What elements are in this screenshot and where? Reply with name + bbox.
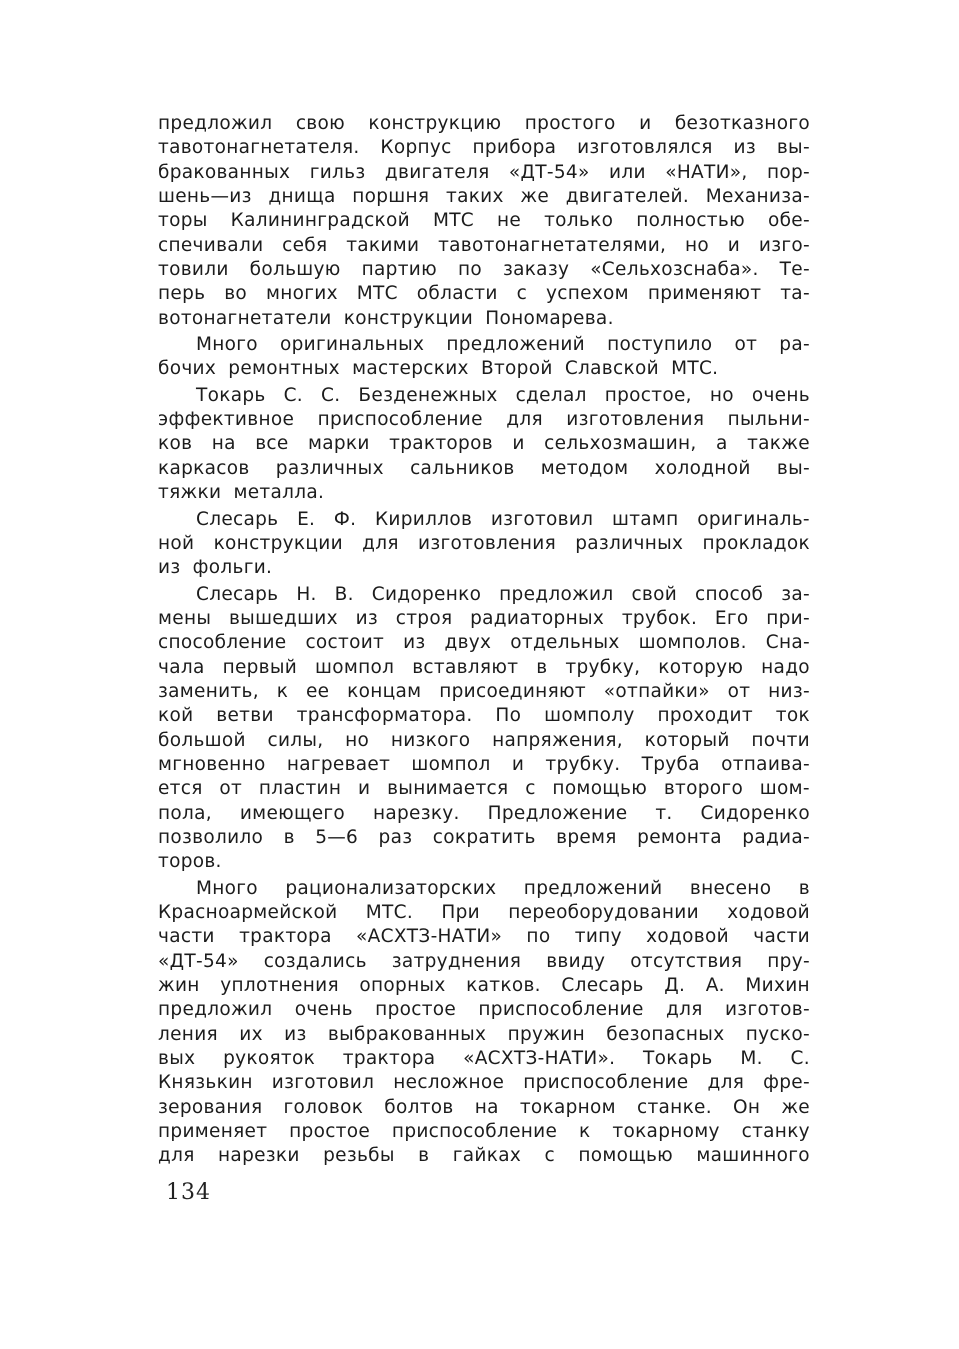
text-line: шень—из днища поршня таких же двигателей. Механиза- [158,186,810,208]
text-line: вых рукояток трактора «АСХТЗ-НАТИ». Токарь М. С. [158,1048,810,1070]
text-line: бракованных гильз двигателя «ДТ-54» или «НАТИ», пор- [158,161,810,183]
text-line: Слесарь Е. Ф. Кириллов изготовил штамп оригиналь- [196,508,810,530]
text-line: способление состоит из двух отдельных шомполов. Сна- [158,632,810,654]
text-line: эффективное приспособление для изготовления пыльни- [158,409,810,431]
text-line: позволило в 5—6 раз сократить время ремонта радиа- [158,826,810,848]
text-line: жин уплотнения опорных катков. Слесарь Д. А. Михин [158,975,810,997]
page-number: 134 [166,1180,211,1205]
text-line: торов. [158,851,222,873]
text-line: «ДТ-54» создались затруднения ввиду отсутствия пру- [158,950,810,972]
text-line: ется от пластин и вынимается с помощью второго шом- [158,778,810,800]
text-line: применяет простое приспособление к токарному станку [158,1121,810,1143]
text-line: Князькин изготовил несложное приспособление для фре- [158,1072,810,1094]
text-line: торы Калининградской МТС не только полностью обе- [158,210,810,232]
body-text [158,112,810,1169]
text-line: спечивали себя такими тавотонагнетателями, но и изго- [158,234,810,256]
text-line: кой ветви трансформатора. По шомполу проходит ток [158,705,810,727]
text-line: мгновенно нагревает шомпол и трубку. Труба отпаива- [158,753,810,775]
text-line: предложил свою конструкцию простого и безотказного [158,113,810,134]
text-line: чала первый шомпол вставляют в трубку, которую надо [158,656,810,678]
text-line: вотонагнетатели конструкции Пономарева. [158,307,614,329]
text-line: для нарезки резьбы в гайках с помощью машинного [158,1145,810,1167]
text-line: каркасов различных сальников методом холодной вы- [158,457,810,479]
text-line: зерования головок болтов на токарном станке. Он же [158,1096,810,1118]
text-line: Красноармейской МТС. При переоборудовании ходовой [158,902,810,923]
text-line: из фольги. [158,557,273,579]
text-line: тяжки металла. [158,482,325,504]
text-line: предложил очень простое приспособление для изготов- [158,999,810,1021]
text-line: бочих ремонтных мастерских Второй Славской МТС. [158,358,719,380]
text-line: ления их из выбракованных пружин безопасных пуско- [158,1023,810,1045]
text-line: товили большую партию по заказу «Сельхозснаба». Те- [158,259,810,281]
text-line: заменить, к ее концам присоединяют «отпайки» от низ- [158,680,810,702]
text-line: тавотонагнетателя. Корпус прибора изготовлялся из вы- [158,137,810,159]
text-line: Много оригинальных предложений поступило от ра- [196,334,810,356]
text-line: части трактора «АСХТЗ-НАТИ» по типу ходовой части [158,926,810,948]
text-line: перь во многих МТС области с успехом применяют та- [158,283,810,305]
text-line: ной конструкции для изготовления различных прокладок [158,532,810,554]
text-line: Много рационализаторских предложений внесено в [196,877,810,899]
text-line: большой силы, но низкого напряжения, который почти [158,729,810,751]
text-line: пола, имеющего нарезку. Предложение т. Сидоренко [158,802,810,824]
text-line: Токарь С. С. Безденежных сделал простое, но очень [196,384,810,406]
text-line: мены вышедших из строя радиаторных трубок. Его при- [158,607,810,629]
text-line: ков на все марки тракторов и сельхозмашин, а также [158,433,810,455]
text-line: Слесарь Н. В. Сидоренко предложил свой способ за- [196,583,810,605]
